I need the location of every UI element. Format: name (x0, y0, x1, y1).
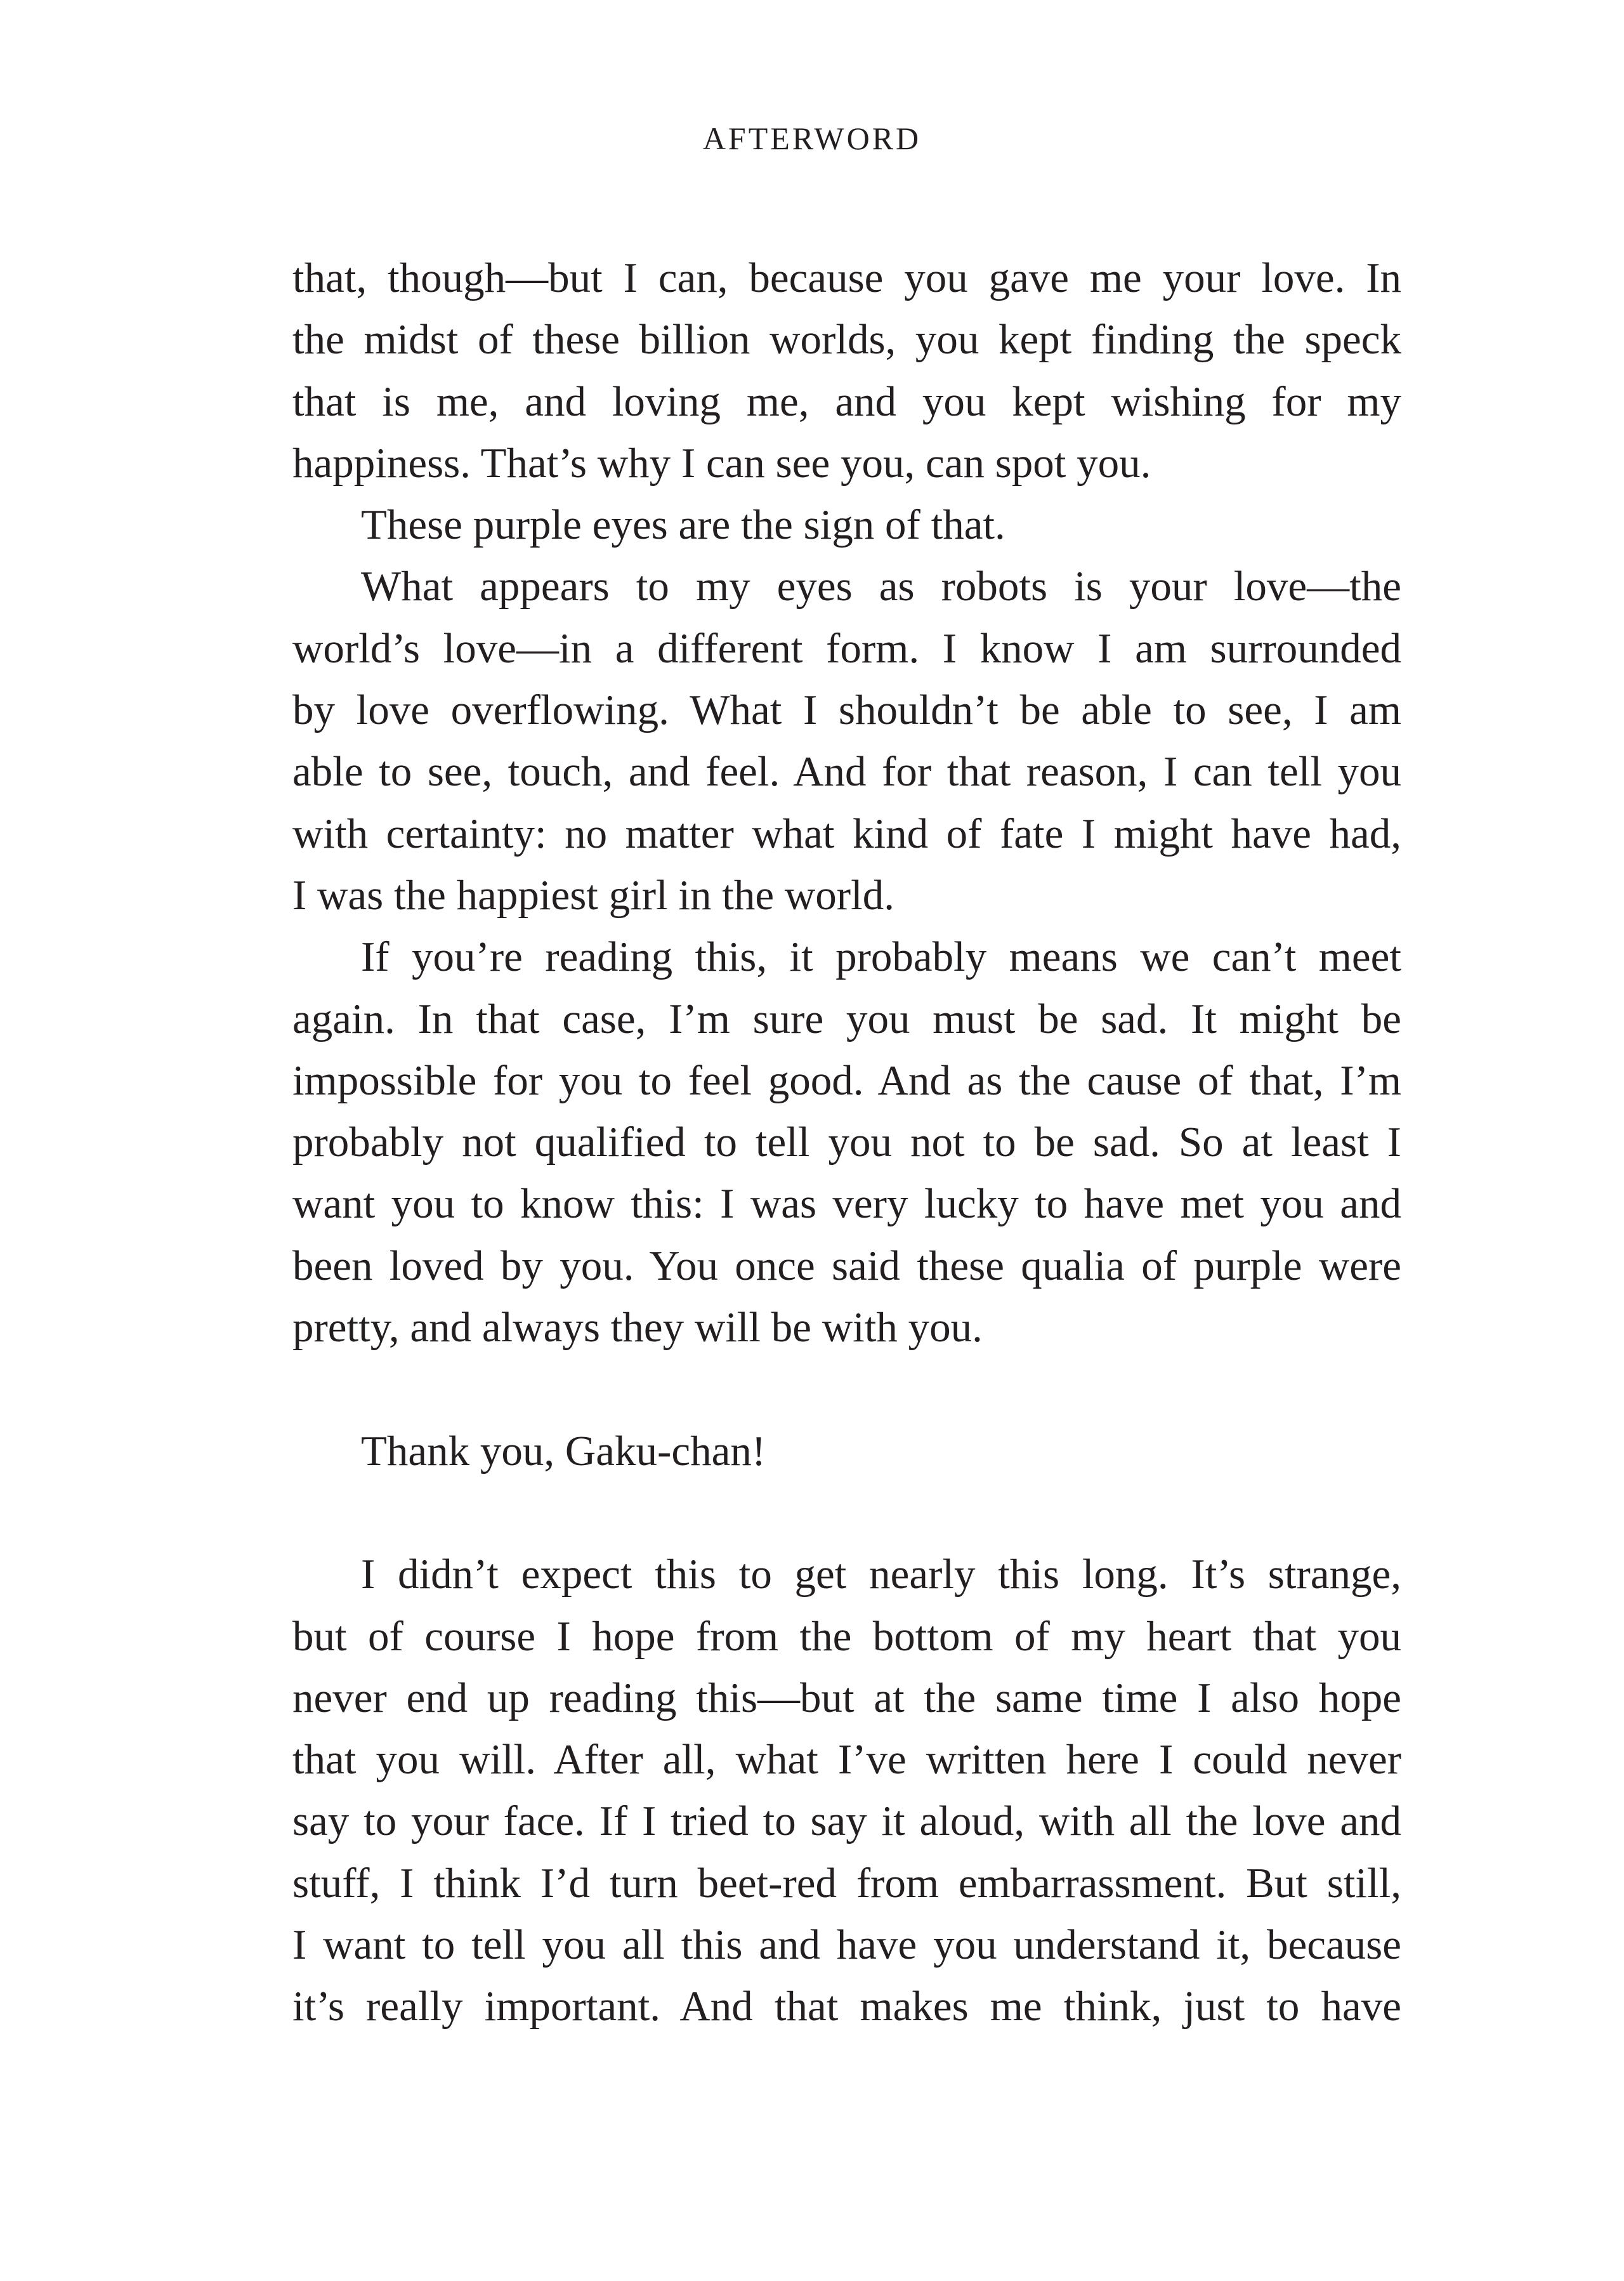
text-line: If you’re reading this, it probably means we can’t meet (361, 933, 1401, 981)
text-line: What appears to my eyes as robots is your love—the (361, 563, 1401, 610)
blank-line (292, 1482, 1401, 1544)
text-line: again. In that case, I’m sure you must be sad. It might be (292, 995, 1401, 1042)
text-line: I was the happiest girl in the world. (292, 871, 894, 919)
text-line: want you to know this: I was very lucky to have met you and (292, 1180, 1401, 1228)
text-line: These purple eyes are the sign of that. (361, 501, 1005, 549)
paragraph (292, 1421, 1401, 1482)
paragraph (292, 926, 1401, 1358)
text-line: able to see, touch, and feel. And for that reason, I can tell you (292, 748, 1401, 796)
text-line: probably not qualified to tell you not to be sad. So at least I (292, 1119, 1401, 1166)
paragraph (292, 556, 1401, 926)
text-line: happiness. That’s why I can see you, can spot you. (292, 439, 1151, 487)
text-line: with certainty: no matter what kind of fate I might have had, (292, 810, 1401, 857)
text-line: never end up reading this—but at the same time I also hope (292, 1674, 1401, 1721)
text-line: stuff, I think I’d turn beet-red from embarrassment. But still, (292, 1859, 1401, 1907)
paragraph (292, 494, 1401, 556)
running-head: AFTERWORD (702, 121, 922, 156)
text-line: I didn’t expect this to get nearly this long. It’s strange, (361, 1551, 1401, 1598)
text-line: I want to tell you all this and have you understand it, because (292, 1921, 1401, 1969)
text-line: that, though—but I can, because you gave me your love. In (292, 254, 1401, 301)
text-line: it’s really important. And that makes me think, just to have (292, 1983, 1401, 2030)
body-text (292, 247, 1401, 2038)
blank-line (292, 1358, 1401, 1420)
text-line: been loved by you. You once said these qualia of purple were (292, 1242, 1401, 1289)
text-line: pretty, and always they will be with you. (292, 1304, 983, 1351)
text-line: say to your face. If I tried to say it aloud, with all the love and (292, 1798, 1401, 1845)
paragraph (292, 1544, 1401, 2037)
text-line: that is me, and loving me, and you kept wishing for my (292, 378, 1401, 425)
text-line: world’s love—in a different form. I know I am surrounded (292, 624, 1401, 672)
paragraph (292, 247, 1401, 494)
text-line: but of course I hope from the bottom of my heart that you (292, 1612, 1401, 1660)
text-line: that you will. After all, what I’ve written here I could never (292, 1736, 1401, 1784)
text-line: the midst of these billion worlds, you kept finding the speck (292, 316, 1401, 364)
text-line: by love overflowing. What I shouldn’t be able to see, I am (292, 687, 1401, 734)
text-line: impossible for you to feel good. And as the cause of that, I’m (292, 1056, 1401, 1104)
text-line: Thank you, Gaku-chan! (361, 1427, 766, 1475)
